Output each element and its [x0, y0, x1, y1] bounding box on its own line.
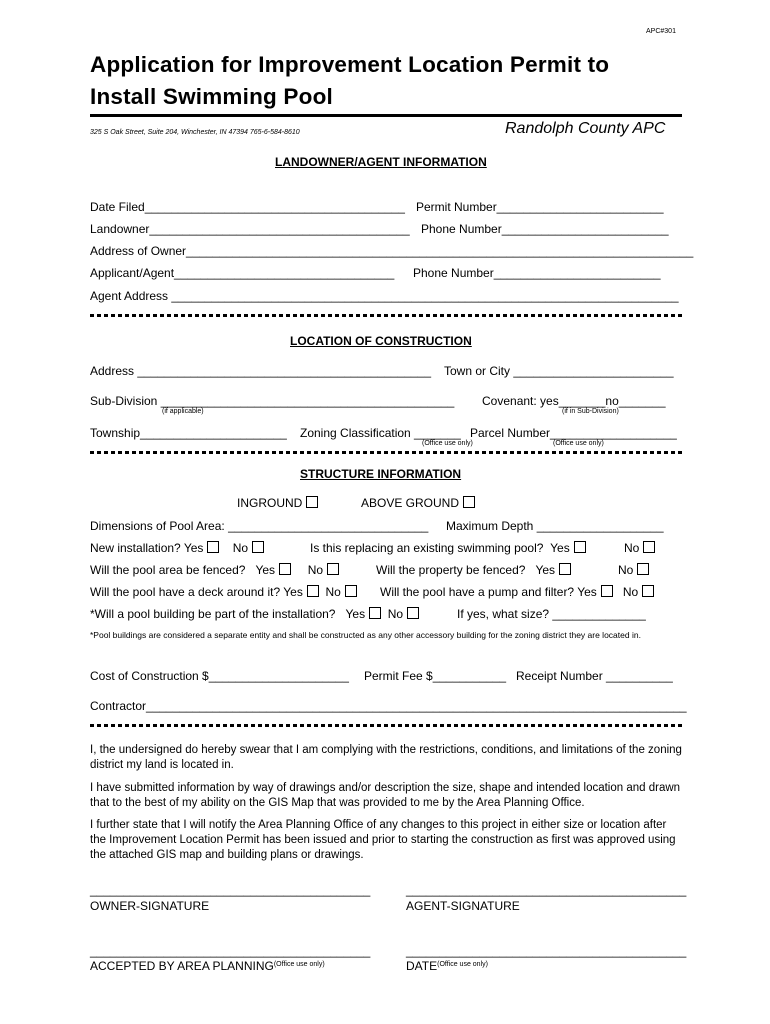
no-label: No — [387, 607, 404, 621]
no-checkbox[interactable] — [643, 541, 655, 553]
yes-checkbox[interactable] — [559, 563, 571, 575]
yes-checkbox[interactable] — [279, 563, 291, 575]
no-checkbox[interactable] — [642, 585, 654, 597]
applicant-agent-field[interactable]: Applicant/Agent_________________________________ — [90, 266, 395, 280]
question-label: Is this replacing an existing swimming pool? — [310, 541, 544, 555]
section-heading-structure: STRUCTURE INFORMATION — [300, 467, 462, 481]
office-address: 325 S Oak Street, Suite 204, Winchester, IN 47394 765-6-584-8610 — [90, 129, 300, 136]
section-heading-landowner: LANDOWNER/AGENT INFORMATION — [275, 155, 487, 169]
statement-compliance: I, the undersigned do hereby swear that I am complying with the restrictions, conditions, and limitations of the zoning district my land is located in. — [90, 744, 682, 771]
section-divider — [90, 451, 682, 454]
accepted-label: ACCEPTED BY AREA PLANNING — [90, 959, 274, 973]
inground-checkbox[interactable] — [306, 496, 318, 508]
phone-number-field[interactable]: Phone Number_________________________ — [421, 222, 669, 236]
date-label-group — [406, 959, 488, 973]
agent-phone-field[interactable]: Phone Number_________________________ — [413, 266, 661, 280]
inground-option[interactable] — [237, 496, 318, 510]
office-use-note: (Office use only) — [437, 961, 488, 968]
construction-address-field[interactable]: Address ____________________________________________ — [90, 364, 432, 378]
no-label: No — [622, 585, 639, 599]
no-checkbox[interactable] — [327, 563, 339, 575]
property-fenced-question — [376, 563, 571, 577]
question-label: Will the pool have a pump and filter? — [380, 585, 575, 599]
if-applicable-note: (if applicable) — [162, 408, 204, 415]
question-label: *Will a pool building be part of the installation? — [90, 607, 336, 621]
no-label: No — [624, 541, 640, 555]
covenant-field[interactable]: Covenant: yes_______no_______ — [482, 394, 666, 408]
date-filed-field[interactable]: Date Filed_______________________________________ — [90, 200, 405, 214]
zoning-classification-field[interactable]: Zoning Classification _______ — [300, 426, 461, 440]
pool-building-question — [90, 607, 419, 621]
agent-signature-line[interactable]: __________________________________________ — [406, 883, 687, 897]
permit-number-field[interactable]: Permit Number_________________________ — [416, 200, 664, 214]
pump-filter-question — [380, 585, 654, 599]
dimensions-field[interactable]: Dimensions of Pool Area: ______________________________ — [90, 519, 429, 533]
address-of-owner-field[interactable]: Address of Owner____________________________________________________________________________ — [90, 244, 694, 258]
no-checkbox[interactable] — [637, 563, 649, 575]
above-ground-label: ABOVE GROUND — [361, 496, 460, 510]
question-label: Will the pool have a deck around it? — [90, 585, 281, 599]
statement-drawings: I have submitted information by way of drawings and/or description the size, shape and intended location and drawn that to the best of my ability on the GIS Map that was provided to me by the Area Planning Office. — [90, 782, 681, 809]
question-label: Will the property be fenced? — [376, 563, 526, 577]
permit-fee-field[interactable]: Permit Fee $___________ — [364, 669, 507, 683]
no-label: No — [232, 541, 249, 555]
title-rule — [90, 114, 682, 117]
agent-signature-label: AGENT-SIGNATURE — [406, 899, 520, 913]
office-use-note: (Office use only) — [422, 440, 473, 447]
agent-address-field[interactable]: Agent Address ____________________________________________________________________________ — [90, 289, 679, 303]
yes-label: Yes — [577, 585, 597, 599]
no-label: No — [618, 563, 634, 577]
pool-fenced-question — [90, 563, 339, 577]
new-installation-question — [90, 541, 264, 555]
form-id: APC#301 — [646, 28, 676, 35]
no-label: No — [307, 563, 324, 577]
date-label: DATE — [406, 959, 438, 973]
question-label: New installation? — [90, 541, 181, 555]
section-divider — [90, 314, 682, 317]
accepted-signature-line[interactable]: __________________________________________ — [90, 944, 371, 958]
yes-checkbox[interactable] — [307, 585, 319, 597]
no-label: No — [325, 585, 341, 599]
yes-label: Yes — [345, 607, 366, 621]
yes-label: Yes — [183, 541, 204, 555]
yes-checkbox[interactable] — [369, 607, 381, 619]
yes-label: Yes — [535, 563, 556, 577]
yes-checkbox[interactable] — [601, 585, 613, 597]
section-divider — [90, 724, 682, 727]
no-checkbox[interactable] — [252, 541, 264, 553]
owner-signature-label: OWNER-SIGNATURE — [90, 899, 210, 913]
yes-checkbox[interactable] — [574, 541, 586, 553]
owner-signature-line[interactable]: __________________________________________ — [90, 883, 371, 897]
above-ground-checkbox[interactable] — [463, 496, 475, 508]
no-checkbox[interactable] — [345, 585, 357, 597]
organization-name: Randolph County APC — [505, 120, 666, 137]
contractor-field[interactable]: Contractor_________________________________________________________________________________ — [90, 699, 687, 713]
question-label: Will the pool area be fenced? — [90, 563, 246, 577]
parcel-number-field[interactable]: Parcel Number___________________ — [470, 426, 677, 440]
office-use-note: (Office use only) — [273, 961, 325, 968]
page-title-line2: Install Swimming Pool — [90, 84, 333, 109]
yes-label: Yes — [283, 585, 303, 599]
no-checkbox[interactable] — [407, 607, 419, 619]
township-field[interactable]: Township______________________ — [90, 426, 287, 440]
landowner-field[interactable]: Landowner_______________________________________ — [90, 222, 410, 236]
yes-label: Yes — [550, 541, 570, 555]
inground-label: INGROUND — [237, 496, 303, 510]
town-city-field[interactable]: Town or City ________________________ — [444, 364, 674, 378]
office-use-note: (Office use only) — [553, 440, 604, 447]
replacing-question — [310, 541, 586, 555]
accepted-by-label — [90, 959, 325, 973]
yes-label: Yes — [255, 563, 276, 577]
statement-notify: I further state that I will notify the Area Planning Office of any changes to this project in either size or location after the Improvement Location Permit has been issued and prior to starting the construction as first was approved using the attached GIS map and building plans or drawings. — [90, 819, 676, 861]
building-size-field[interactable]: If yes, what size? ______________ — [457, 607, 646, 621]
page-title: Application for Improvement Location Permit to — [90, 52, 610, 77]
max-depth-field[interactable]: Maximum Depth ___________________ — [446, 519, 664, 533]
deck-question — [90, 585, 357, 599]
receipt-number-field[interactable]: Receipt Number __________ — [516, 669, 673, 683]
if-subdivision-note: (if in Sub-Division) — [562, 408, 619, 415]
cost-of-construction-field[interactable]: Cost of Construction $_____________________ — [90, 669, 349, 683]
property-fenced-no-option — [618, 563, 649, 577]
above-ground-option[interactable] — [361, 496, 475, 510]
yes-checkbox[interactable] — [207, 541, 219, 553]
section-heading-location: LOCATION OF CONSTRUCTION — [290, 334, 472, 348]
date-signature-line[interactable]: __________________________________________ — [406, 944, 687, 958]
pool-building-note: *Pool buildings are considered a separate entity and shall be constructed as any other accessory building for the zoning district they are located in. — [90, 630, 641, 640]
subdivision-field[interactable]: Sub-Division ____________________________________________ — [90, 394, 455, 408]
replacing-no-option — [624, 541, 655, 555]
